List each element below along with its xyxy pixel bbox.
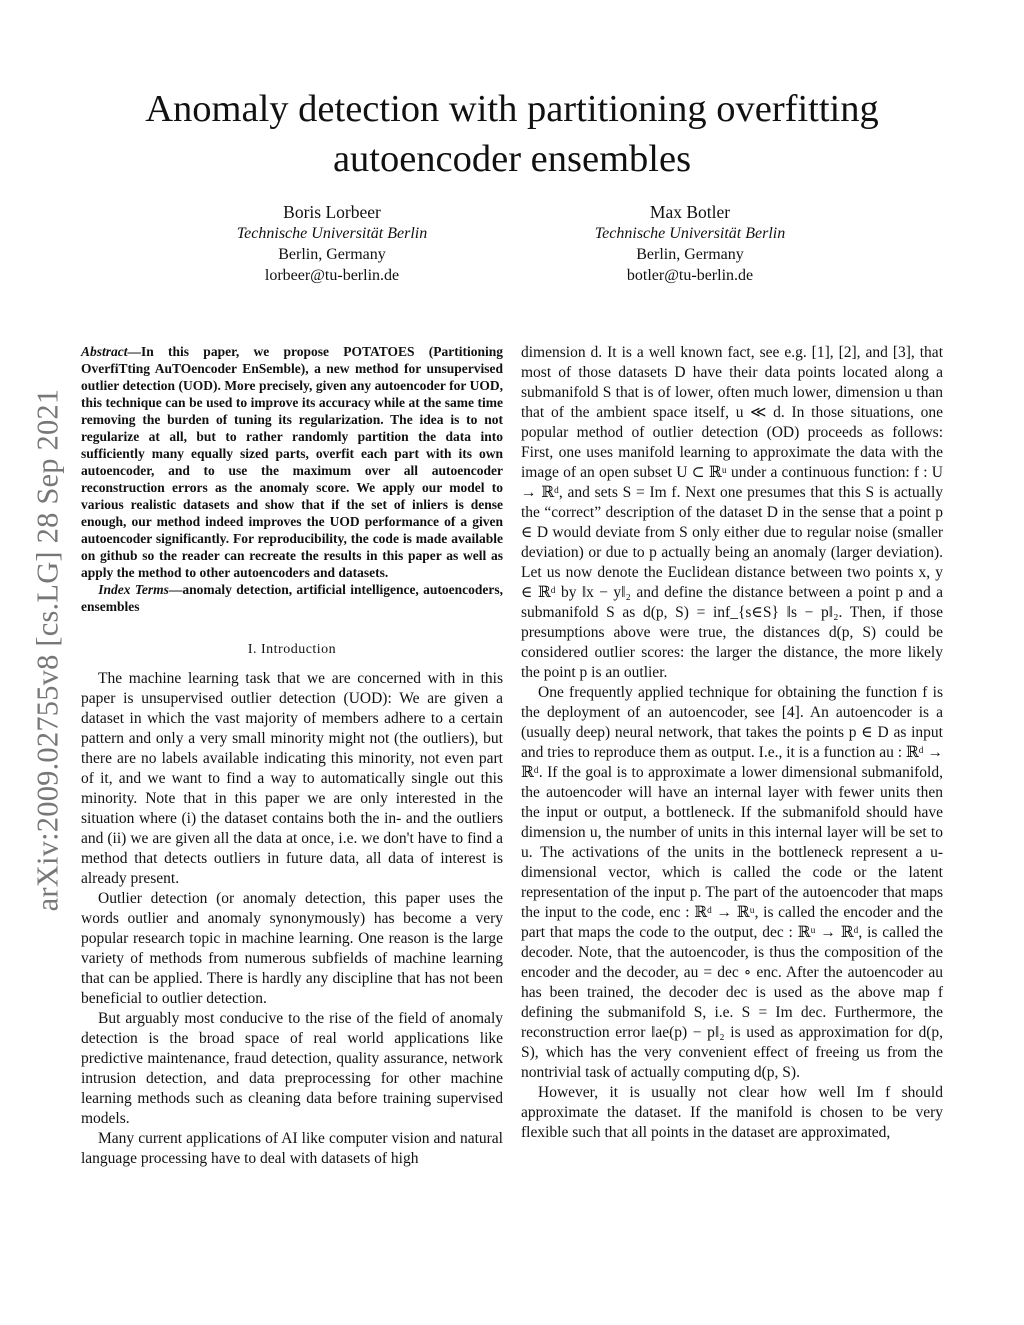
author-location: Berlin, Germany [636, 246, 744, 263]
author-email[interactable]: botler@tu-berlin.de [626, 267, 754, 284]
abstract [81, 343, 503, 581]
abstract-label: Abstract [81, 344, 128, 359]
paragraph: The machine learning task that we are concerned with in this paper is unsupervised outlier detection (UOD): We are given a dataset in which the vast majority of members adhere to a certain pattern and only a very small minority might not (the outliers), but there are no labels available indicating this minority, not even part of it, and we want to find a way to automatically single out this minority. Note that in this paper we are only interested in the situation where (i) the dataset contains both the in- and the outliers and (ii) we are given all the data at once, i.e. we don't have to find a method that detects outliers in future data, all data of interest is already present. [81, 670, 503, 887]
author-affiliation: Technische Universität Berlin [236, 225, 428, 242]
paragraph: However, it is usually not clear how well Im f should approximate the dataset. If the manifold is chosen to be very flexible such that all points in the dataset are approximated, [521, 1084, 943, 1141]
author-affiliation: Technische Universität Berlin [594, 225, 786, 242]
index-terms-label: Index Terms [98, 582, 169, 597]
section-heading: I. Introduction [247, 642, 337, 657]
author-email[interactable]: lorbeer@tu-berlin.de [264, 267, 400, 284]
paragraph: dimension d. It is a well known fact, see e.g. [1], [2], and [3], that most of those datasets D have their data points located along a submanifold S that is of lower, often much lower, dimension u than that of the ambient space itself, u ≪ d. In those situations, one popular method of outlier detection (OD) proceeds as follows: First, one uses manifold learning to approximate the data with the image of an open subset U ⊂ ℝᵘ under a continuous function: f : U → ℝᵈ, and sets S = Im f. Next one presumes that this S is actually the “correct” description of the dataset D in the sense that a point p ∈ D would deviate from S only either due to regular noise (smaller deviation) or due to p actually being an anomaly (larger deviation). Let us now denote the Euclidean distance between two points x, y ∈ ℝᵈ by ‖x − y‖₂ and define the distance between a point p and a submanifold S as d(p, S) = inf_{s∈S} ‖s − p‖₂. Then, if those presumptions above were true, the distances d(p, S) could be considered outlier scores: the larger the distance, the more likely the point p is an outlier. [521, 344, 943, 681]
author-name: Max Botler [649, 202, 731, 222]
paragraph: Many current applications of AI like computer vision and natural language processing have to deal with datasets of high [81, 1130, 503, 1167]
author-block-2 [530, 202, 850, 286]
arxiv-identifier [28, 350, 68, 950]
abstract-text: —In this paper, we propose POTATOES (Partitioning OverfiTting AuTOencoder EnSemble), a new method for unsupervised outlier detection (UOD). More precisely, given any autoencoder for UOD, this technique can be used to improve its accuracy while at the same time removing the burden of tuning its regularization. The idea is to not regularize at all, but to rather randomly partition the data into sufficiently many equally sized parts, overfit each part with its own autoencoder, and to use the maximum over all autoencoder reconstruction errors as the anomaly score. We apply our model to various realistic datasets and show that if the set of inliers is dense enough, our method indeed improves the UOD performance of a given autoencoder significantly. For reproducibility, the code is made available on github so the reader can recreate the results in this paper as well as apply the method to other autoencoders and datasets. [81, 344, 503, 580]
author-name: Boris Lorbeer [283, 202, 381, 222]
paragraph: But arguably most conducive to the rise of the field of anomaly detection is the broad space of real world applications like predictive maintenance, fraud detection, quality assurance, network intrusion detection, and data preprocessing for other machine learning methods such as cleaning data before training supervised models. [81, 1010, 503, 1127]
index-terms-text: —anomaly detection, artificial intelligence, autoencoders, ensembles [81, 582, 503, 614]
author-location: Berlin, Germany [278, 246, 386, 263]
right-column [521, 343, 943, 1143]
paragraph: One frequently applied technique for obtaining the function f is the deployment of an autoencoder, see [4]. An autoencoder is a (usually deep) neural network, that takes the points p ∈ D as input and tries to reproduce them as output. I.e., it is a function au : ℝᵈ → ℝᵈ. If the goal is to approximate a lower dimensional submanifold, the autoencoder will have an internal layer with fewer units then the input or output, a bottleneck. If the submanifold should have dimension u, the number of units in this internal layer will be set to u. The activations of the units in the bottleneck represent a u-dimensional vector, which is called the code or the latent representation of the input p. The part of the autoencoder that maps the input to the code, enc : ℝᵈ → ℝᵘ, is called the encoder and the part that maps the code to the output, dec : ℝᵘ → ℝᵈ, is called the decoder. Note, that the autoencoder, is thus the composition of the encoder and the decoder, au = dec ∘ enc. After the autoencoder au has been trained, the decoder dec is used as the above map f defining the submanifold S, i.e. S = Im dec. Furthermore, the reconstruction error ‖ae(p) − p‖₂ is used as approximation for d(p, S), which has the very convenient effect of freeing us from the nontrivial task of actually computing d(p, S). [521, 684, 943, 1081]
title-line-2: autoencoder ensembles [332, 138, 692, 180]
arxiv-id-text: arXiv:2009.02755v8 [cs.LG] 28 Sep 2021 [30, 388, 65, 912]
paper-title [90, 84, 934, 184]
author-block-1 [172, 202, 492, 286]
index-terms [81, 581, 503, 615]
title-line-1: Anomaly detection with partitioning overfitting [145, 88, 879, 130]
left-column [81, 343, 503, 1169]
paragraph: Outlier detection (or anomaly detection, this paper uses the words outlier and anomaly synonymously) has become a very popular research topic in machine learning. One reason is the large variety of methods from numerous subfields of machine learning that can be applied. There is hardly any discipline that has not been beneficial to outlier detection. [81, 890, 503, 1007]
